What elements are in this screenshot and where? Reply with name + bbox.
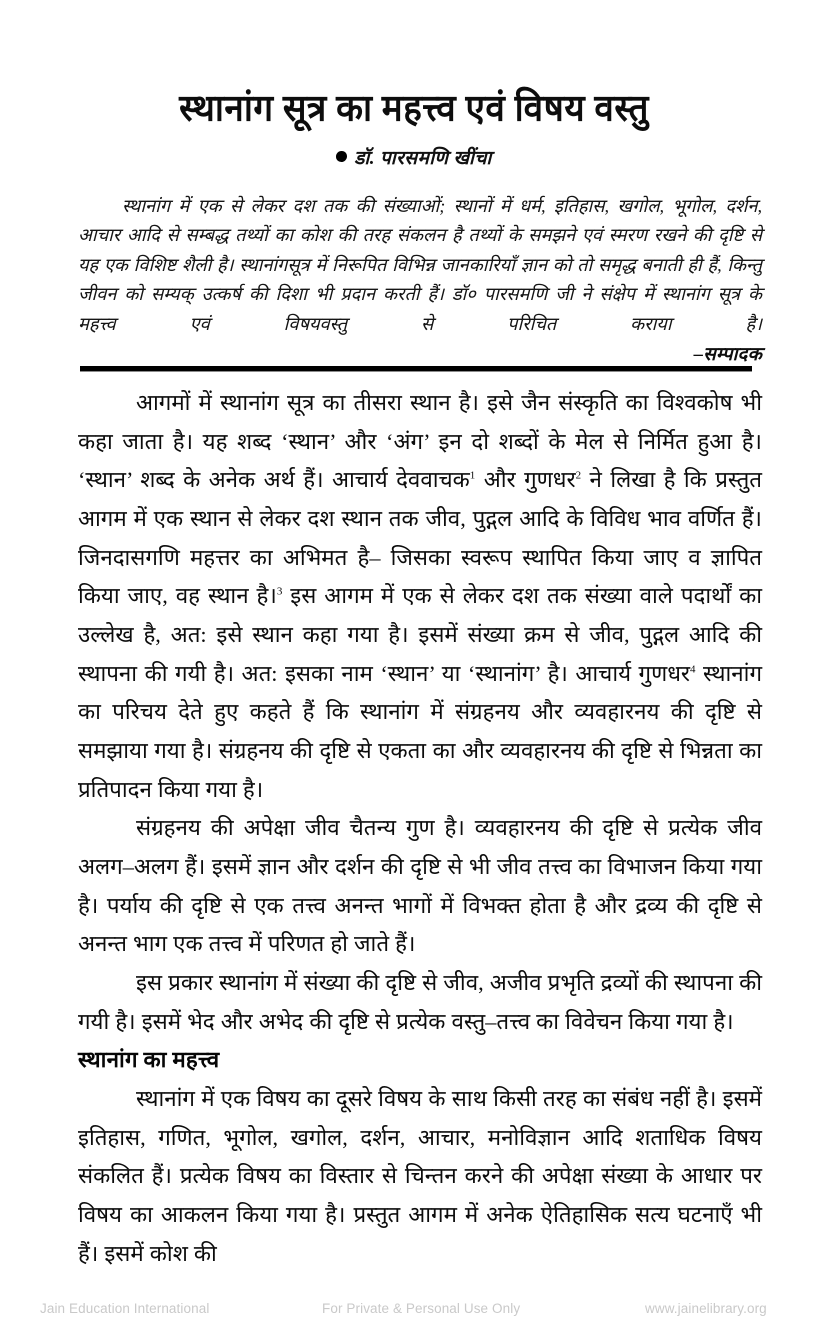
author-name: डॉ. पारसमणि खींचा [354,148,492,169]
body-paragraph: आगमों में स्थानांग सूत्र का तीसरा स्थान है। इसे जैन संस्कृति का विश्वकोष भी कहा जाता है। यह शब्द ‘स्थान’ और ‘अंग’ इन दो शब्दों के मेल से निर्मित हुआ है। ‘स्थान’ शब्द के अनेक अर्थ हैं। आचार्य देववाचक$^1$ और गुणधर$^2$ ने लिखा है कि प्रस्तुत आगम में एक स्थान से लेकर दश स्थान तक जीव, पुद्गल आदि के विविध भाव वर्णित हैं। जिनदासगणि महत्तर का अभिमत है– जिसका स्वरूप स्थापित किया जाए व ज्ञापित किया जाए, वह स्थान है।$^3$ इस आगम में एक से लेकर दश तक संख्या वाले पदार्थों का उल्लेख है, अत: इसे स्थान कहा गया है। इसमें संख्या क्रम से जीव, पुद्गल आदि की स्थापना की गयी है। अत: इसका नाम ‘स्थान’ या ‘स्थानांग’ है। आचार्य गुणधर$^4$ स्थानांग का परिचय देते हुए कहते हैं कि स्थानांग में संग्रहनय और व्यवहारनय की दृष्टि से समझाया गया है। संग्रहनय की दृष्टि से एकता का और व्यवहारनय की दृष्टि से भिन्नता का प्रतिपादन किया गया है। [78,390,763,802]
section-heading: स्थानांग का महत्त्व [78,1047,220,1073]
footnote-marker: 3 [276,585,283,598]
body-paragraph: इस प्रकार स्थानांग में संख्या की दृष्टि से जीव, अजीव प्रभृति द्रव्यों की स्थापना की गयी है। इसमें भेद और अभेद की दृष्टि से प्रत्येक वस्तु–तत्त्व का विवेचन किया गया है। [78,970,762,1034]
author-line [78,144,750,170]
footer-usage-notice: For Private & Personal Use Only [322,1300,521,1316]
footnote-marker: 4 [690,663,696,676]
footnote-marker: 1 [469,469,476,482]
editor-signature: –सम्पादक [693,345,762,366]
body-paragraph: स्थानांग में एक विषय का दूसरे विषय के साथ किसी तरह का संबंध नहीं है। इसमें इतिहास, गणित, भूगोल, खगोल, दर्शन, आचार, मनोविज्ञान आदि शताधिक विषय संकलित हैं। प्रत्येक विषय का विस्तार से चिन्तन करने की अपेक्षा संख्या के आधार पर विषय का आकलन किया गया है। प्रस्तुत आगम में अनेक ऐतिहासिक सत्य घटनाएँ भी हैं। इसमें कोश की [78,1086,762,1266]
section-divider-rule [80,366,752,371]
footnote-marker: 2 [575,469,582,482]
page-footer [0,1295,828,1321]
title-block [78,88,750,170]
diamond-bullet-icon [336,151,347,162]
body-content [78,384,762,1273]
editor-intro-block [78,192,762,366]
body-paragraph: संग्रहनय की अपेक्षा जीव चैतन्य गुण है। व्यवहारनय की दृष्टि से प्रत्येक जीव अलग–अलग हैं। इसमें ज्ञान और दर्शन की दृष्टि से भी जीव तत्त्व का विभाजन किया गया है। पर्याय की दृष्टि से एक तत्त्व अनन्त भागों में विभक्त होता है और द्रव्य की दृष्टि से अनन्त भाग एक तत्त्व में परिणत हो जाते हैं। [78,815,762,957]
footer-organization: Jain Education International [40,1300,210,1316]
page-title: स्थानांग सूत्र का महत्त्व एवं विषय वस्तु [179,87,649,130]
body-paragraph-list [78,384,762,1273]
footer-website-link[interactable]: www.jainelibrary.org [645,1300,767,1316]
editor-intro-text: स्थानांग में एक से लेकर दश तक की संख्याओं; स्थानों में धर्म, इतिहास, खगोल, भूगोल, दर्शन, आचार आदि से सम्बद्ध तथ्यों का कोश की तरह संकलन है तथ्यों के समझने एवं स्मरण रखने की दृष्टि से यह एक विशिष्ट शैली है। स्थानांगसूत्र में निरूपित विभिन्न जानकारियाँ ज्ञान को तो समृद्ध बनाती ही हैं, किन्तु जीवन को सम्यक् उत्कर्ष की दिशा भी प्रदान करती हैं। डॉ० पारसमणि जी ने संक्षेप में स्थानांग सूत्र के महत्त्व एवं विषयवस्तु से परिचित कराया है। [78,196,762,334]
